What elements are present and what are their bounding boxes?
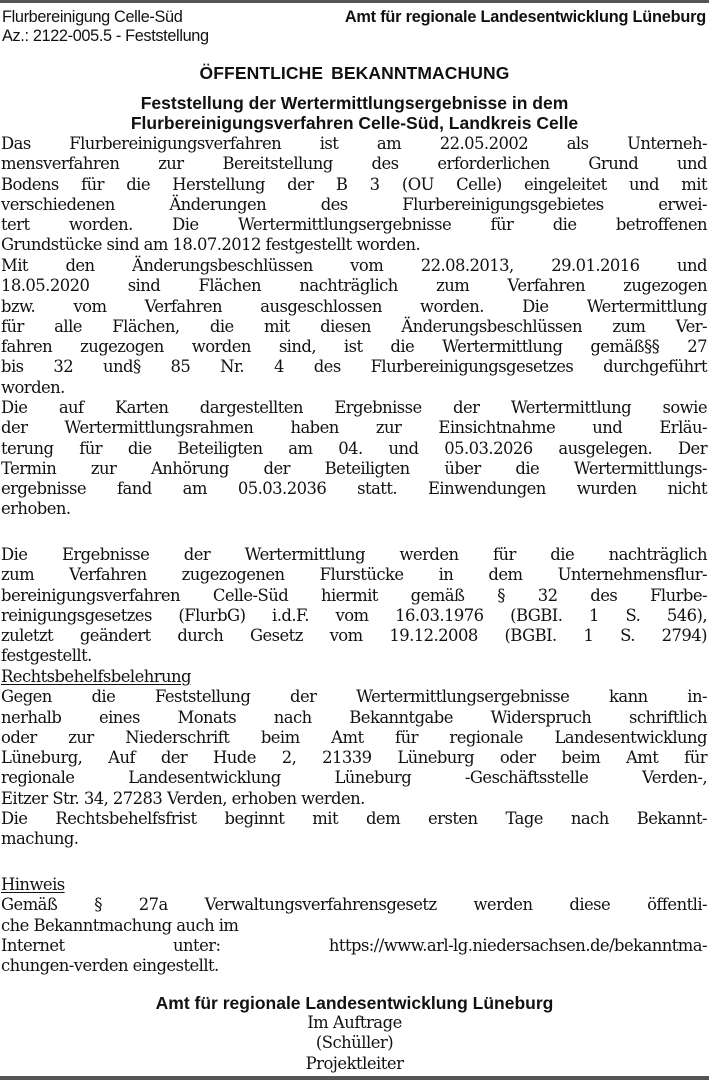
text-line: 18.05.2020 sind Flächen nachträglich zum Verfahren zugezogen [1,276,707,296]
text-line: bis 32 und§ 85 Nr. 4 des Flurbereinigungsgesetzes durchgeführt [1,357,707,377]
issuing-authority: Amt für regionale Landesentwicklung Lüneburg [344,8,706,26]
text-line: mensverfahren zur Bereitstellung des erforderlichen Grund und [1,154,707,174]
text-line: oder zur Niederschrift beim Amt für regionale Landesentwicklung [1,727,707,747]
text-line: nerhalb eines Monats nach Bekanntgabe Widerspruch schriftlich [1,707,707,727]
paragraph-procedure-history [1,134,707,256]
text-line: für alle Flächen, die mit diesen Änderungsbeschlüssen zum Ver- [1,316,707,336]
signatory-role: Projektleiter [305,1053,404,1073]
text-line: Termin zur Anhörung der Beteiligten über die Wertermittlungs- [1,458,707,478]
text-line: Die Ergebnisse der Wertermittlung werden für die nachträglich [1,545,707,564]
subtitle-line: Flurbereinigungsverfahren Celle-Süd, Landkreis Celle [130,113,579,133]
text-line: bzw. vom Verfahren ausgeschlossen worden. Die Wertermittlung [1,296,707,316]
text-line: Das Flurbereinigungsverfahren ist am 22.05.2002 als Unterneh- [1,134,707,153]
legal-remedy-heading: Rechtsbehelfsbelehrung [1,667,191,686]
file-reference: Az.: 2122-005.5 - Feststellung [2,27,209,45]
top-rule [0,0,709,3]
subtitle-line: Feststellung der Wertermittlungsergebnisse in dem [140,93,569,113]
notice-section [1,875,707,976]
procedure-name: Flurbereinigung Celle-Süd [2,8,183,26]
notice-url-line: Internet unter: https://www.arl-lg.niedersachsen.de/bekanntma- [1,935,707,955]
text-line: Eitzer Str. 34, 27283 Verden, erhoben werden. [1,788,365,808]
paragraph-determination [1,545,707,667]
signatory-name: (Schüller) [315,1033,394,1053]
page-title: ÖFFENTLICHE BEKANNTMACHUNG [199,63,510,83]
procedure-reference [2,8,209,46]
signature-block [0,1013,709,1074]
text-line: Gemäß § 27a Verwaltungsverfahrensgesetz werden diese öffentli- [1,895,707,915]
text-line: reinigungsgesetzes (FlurbG) i.d.F. vom 16.03.1976 (BGBI. 1 S. 546), [1,605,707,625]
page-subtitle [0,93,709,133]
notice-heading: Hinweis [1,875,65,894]
text-line: zum Verfahren zugezogenen Flurstücke in dem Unternehmensflur- [1,565,707,585]
text-line: machung. [1,829,79,849]
text-line: Lüneburg, Auf der Hude 2, 21339 Lüneburg oder beim Amt für [1,748,707,768]
text-line: verschiedenen Änderungen des Flurbereinigungsgebietes erwei- [1,194,707,214]
text-line: Gegen die Feststellung der Wertermittlungsergebnisse kann in- [1,687,707,707]
text-line: Grundstücke sind am 18.07.2012 festgestellt worden. [1,235,421,255]
text-line: Mit den Änderungsbeschlüssen vom 22.08.2013, 29.01.2016 und [1,256,707,275]
text-line: worden. [1,377,65,397]
text-line: tert worden. Die Wertermittlungsergebnisse für die betroffenen [1,215,707,235]
text-line: bereinigungsverfahren Celle-Süd hiermit gemäß § 32 des Flurbe- [1,585,707,605]
text-line: Die auf Karten dargestellten Ergebnisse der Wertermittlung sowie [1,398,707,417]
text-line: erhoben. [1,499,71,519]
text-line: ergebnisse fand am 05.03.2036 statt. Einwendungen wurden nicht [1,479,707,499]
paragraph-amendments [1,256,707,398]
signature-on-behalf: Im Auftrage [307,1013,402,1032]
text-line: der Wertermittlungsrahmen haben zur Einsichtnahme und Erläu- [1,418,707,438]
text-line: regionale Landesentwicklung Lüneburg -Geschäftsstelle Verden-, [1,768,707,788]
text-line: chungen-verden eingestellt. [1,956,219,976]
paragraph-inspection [1,398,707,520]
text-line: che Bekanntmachung auch im [1,915,239,935]
text-line: fahren zugezogen worden sind, ist die Wertermittlung gemäß§§ 27 [1,337,707,357]
legal-remedy-section [1,667,707,850]
signing-authority: Amt für regionale Landesentwicklung Lüneburg [155,993,554,1013]
bottom-rule [0,1076,709,1080]
text-line: terung für die Beteiligten am 04. und 05.03.2026 ausgelegen. Der [1,438,707,458]
text-line: Die Rechtsbehelfsfrist beginnt mit dem ersten Tage nach Bekannt- [1,809,707,829]
text-line: festgestellt. [1,646,92,666]
text-line: Bodens für die Herstellung der B 3 (OU Celle) eingeleitet und mit [1,174,707,194]
text-line: zuletzt geändert durch Gesetz vom 19.12.2008 (BGBI. 1 S. 2794) [1,626,707,646]
